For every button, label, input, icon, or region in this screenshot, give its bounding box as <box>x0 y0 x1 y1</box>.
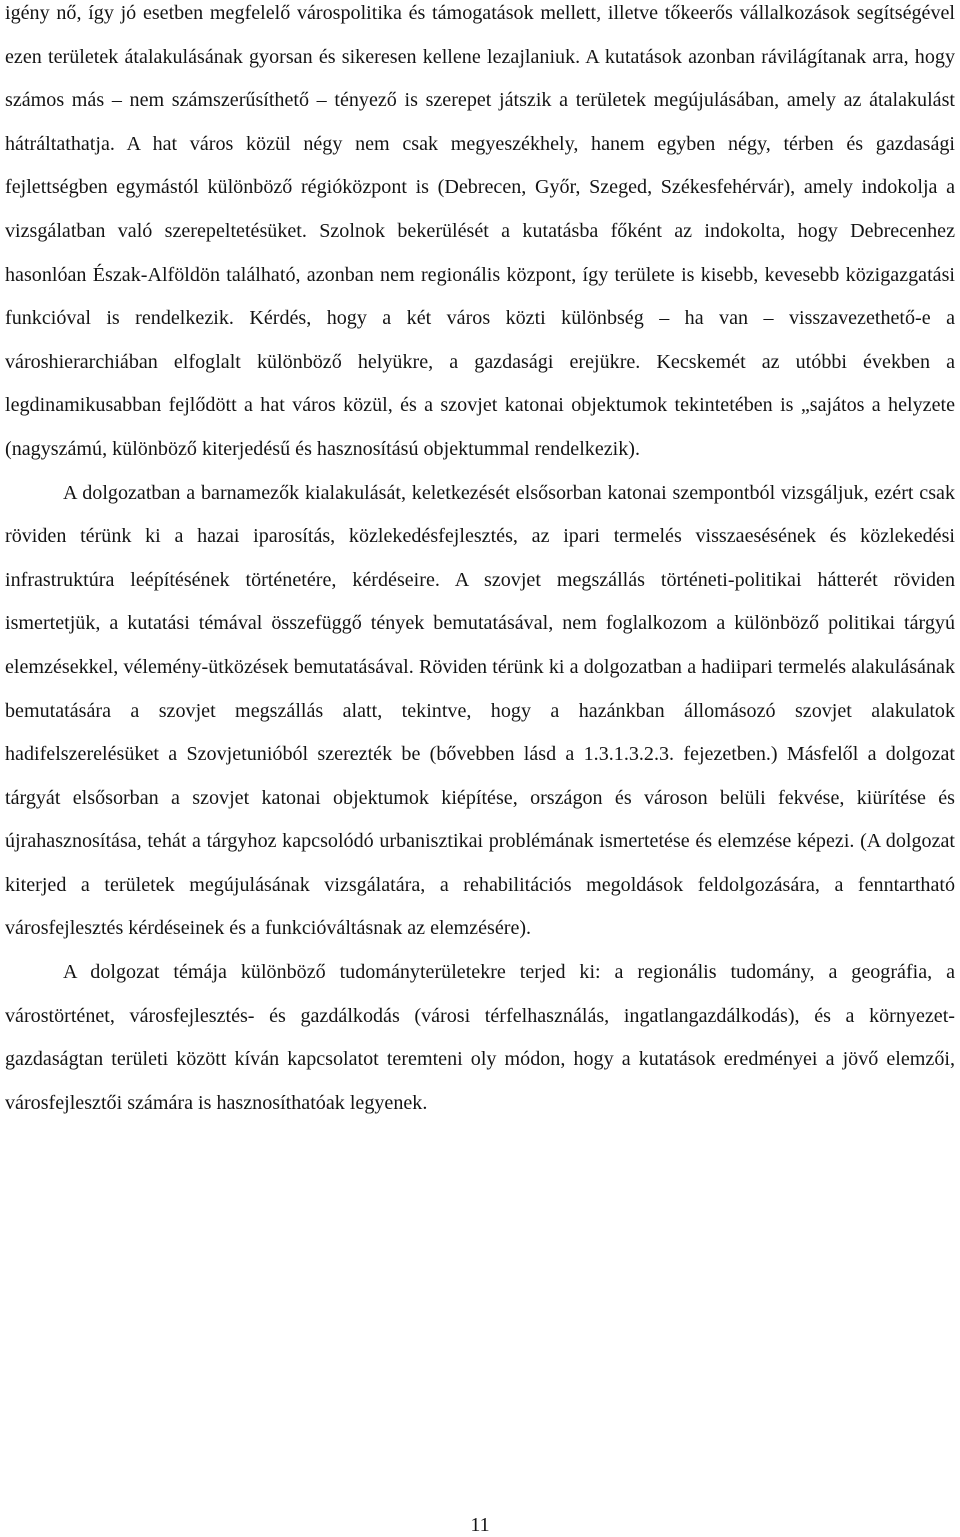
document-page <box>5 0 955 1125</box>
paragraph-2: A dolgozatban a barnamezők kialakulását, keletkezését elsősorban katonai szempontból vizsgáljuk, ezért csak röviden térünk ki a hazai iparosítás, közlekedésfejlesztés, az ipari termelés visszaesésének és közlekedési infrastruktúra leépítésének történetére, kérdéseire. A szovjet megszállás történeti-politikai hátterét röviden ismertetjük, a kutatási témával összefüggő tények bemutatásával, nem foglalkozom a különböző politikai tárgyú elemzésekkel, vélemény-ütközések bemutatásával. Röviden térünk ki a dolgozatban a hadiipari termelés alakulásának bemutatására a szovjet megszállás alatt, tekintve, hogy a hazánkban állomásozó szovjet alakulatok hadifelszerelésüket a Szovjetunióból szerezték be (bővebben lásd a 1.3.1.3.2.3. fejezetben.) Másfelől a dolgozat tárgyát elsősorban a szovjet katonai objektumok kiépítése, országon és városon belüli fekvése, kiürítése és újrahasznosítása, tehát a tárgyhoz kapcsolódó urbanisztikai problémának ismertetése és elemzése képezi. (A dolgozat kiterjed a területek megújulásának vizsgálatára, a rehabilitációs megoldások feldolgozására, a fenntartható városfejlesztés kérdéseinek és a funkcióváltásnak az elemzésére). <box>5 481 955 940</box>
paragraph-1: igény nő, így jó esetben megfelelő várospolitika és támogatások mellett, illetve tőkeerős vállalkozások segítségével ezen területek átalakulásának gyorsan és sikeresen kellene lezajlaniuk. A kutatások azonban rávilágítanak arra, hogy számos más – nem számszerűsíthető – tényező is szerepet játszik a területek megújulásában, amely az átalakulást hátráltathatja. A hat város közül négy nem csak megyeszékhely, hanem egyben négy, térben és gazdasági fejlettségben egymástól különböző régióközpont is (Debrecen, Győr, Szeged, Székesfehérvár), amely indokolja a vizsgálatban való szerepeltetésüket. Szolnok bekerülését a kutatásba főként az indokolta, hogy Debrecenhez hasonlóan Észak-Alföldön található, azonban nem regionális központ, így területe is kisebb, kevesebb közigazgatási funkcióval is rendelkezik. Kérdés, hogy a két város közti különbség – ha van – visszavezethető-e a városhierarchiában elfoglalt különböző helyükre, a gazdasági erejükre. Kecskemét az utóbbi években a legdinamikusabban fejlődött a hat város közül, és a szovjet katonai objektumok tekintetében is „sajátos a helyzete (nagyszámú, különböző kiterjedésű és hasznosítású objektummal rendelkezik). <box>5 2 955 460</box>
paragraph-3: A dolgozat témája különböző tudományterületekre terjed ki: a regionális tudomány, a geográfia, a várostörténet, városfejlesztés- és gazdálkodás (városi térfelhasználás, ingatlangazdálkodás), és a környezet-gazdaságtan területi között kíván kapcsolatot teremteni oly módon, hogy a kutatások eredményei a jövő elemzői, városfejlesztői számára is hasznosíthatóak legyenek. <box>5 961 955 1114</box>
page-number: 11 <box>470 1514 490 1536</box>
